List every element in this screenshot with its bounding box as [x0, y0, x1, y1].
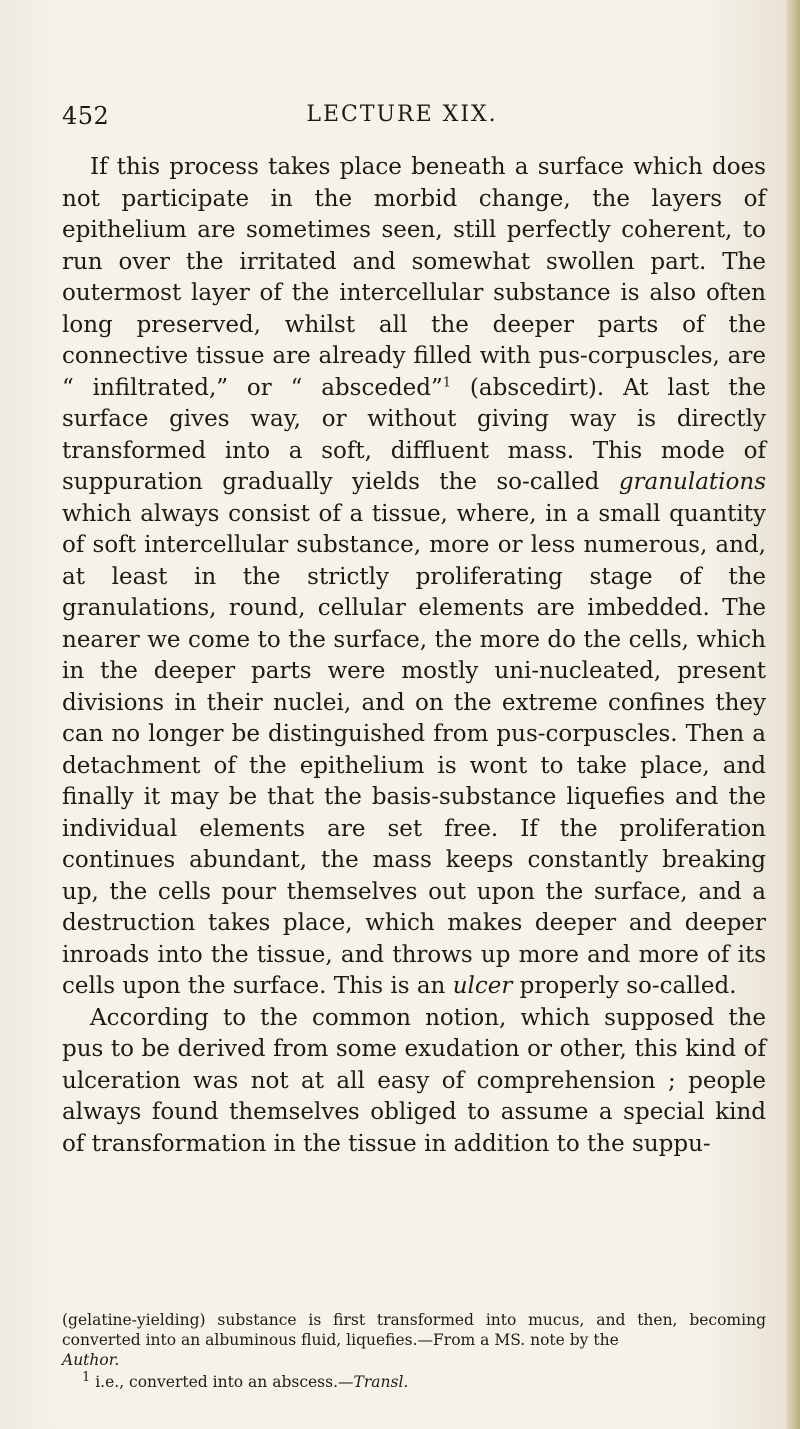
term-ulcer: ulcer: [452, 973, 513, 999]
footnotes: [62, 1310, 766, 1392]
page-edge: [786, 0, 800, 1429]
footnote-1-text: i.e., converted into an abscess.—: [90, 1373, 354, 1391]
paragraph-2: According to the common notion, which supposed the pus to be derived from some exudation or other, this kind of ulceration was not at all easy of comprehension ; people always found themselves obliged to assume a special kind of transformation in the tissue in addition to the suppu-: [62, 1004, 766, 1157]
footnote-1-translator: Transl.: [353, 1373, 409, 1391]
footnote-1-mark: 1: [82, 1369, 91, 1385]
paragraph-1-part-a: If this process takes place beneath a surface which does not participate in the morbid change, the layers of epithelium are sometimes seen, still perfectly coherent, to run over the irritated and somewhat swollen part. The outermost layer of the intercellular substance is also often long preserved, whilst all the deeper parts of the connective tissue are already filled with pus-corpuscles, are “ infiltrated,” or “ absceded”: [62, 154, 766, 401]
page-number: 452: [62, 102, 110, 130]
footnote-ref-1: 1: [442, 374, 452, 390]
paragraph-1-part-b: (abscedirt). At last the surface gives way, or without giving way is directly transformed into a soft, diffluent mass. This mode of suppuration gradually yields the so-called: [62, 374, 766, 495]
footnote-1: [62, 1369, 766, 1392]
body-text: [62, 152, 766, 1160]
term-granulations: granulations: [618, 469, 766, 495]
paragraph-1-part-c: which always consist of a tissue, where, in a small quantity of soft intercellular substance, more or less numerous, and, at least in the strictly proliferating stage of the granulations, round, cellular elements are imbedded. The nearer we come to the surface, the more do the cells, which in the deeper parts were mostly uni-nucleated, present divisions in their nuclei, and on the extreme confines they can no longer be distinguished from pus-corpuscles. Then a detachment of the epithelium is wont to take place, and finally it may be that the basis-substance liquefies and the individual elements are set free. If the proliferation continues abundant, the mass keeps constantly breaking up, the cells pour themselves out upon the surface, and a destruction takes place, which makes deeper and deeper inroads into the tissue, and throws up more and more of its cells upon the surface. This is an: [62, 500, 766, 999]
footnote-author: Author.: [62, 1351, 120, 1369]
footnote-continued-text: (gelatine-yielding) substance is first transformed into mucus, and then, becoming converted into an albuminous fluid, liquefies.—From a MS. note by the: [62, 1311, 766, 1349]
running-head: LECTURE XIX.: [306, 102, 498, 127]
paragraph-1-part-d: properly so-called.: [512, 973, 737, 999]
page-header: [62, 102, 742, 132]
footnote-continued: [62, 1310, 766, 1370]
paragraph-1: [62, 152, 766, 1003]
